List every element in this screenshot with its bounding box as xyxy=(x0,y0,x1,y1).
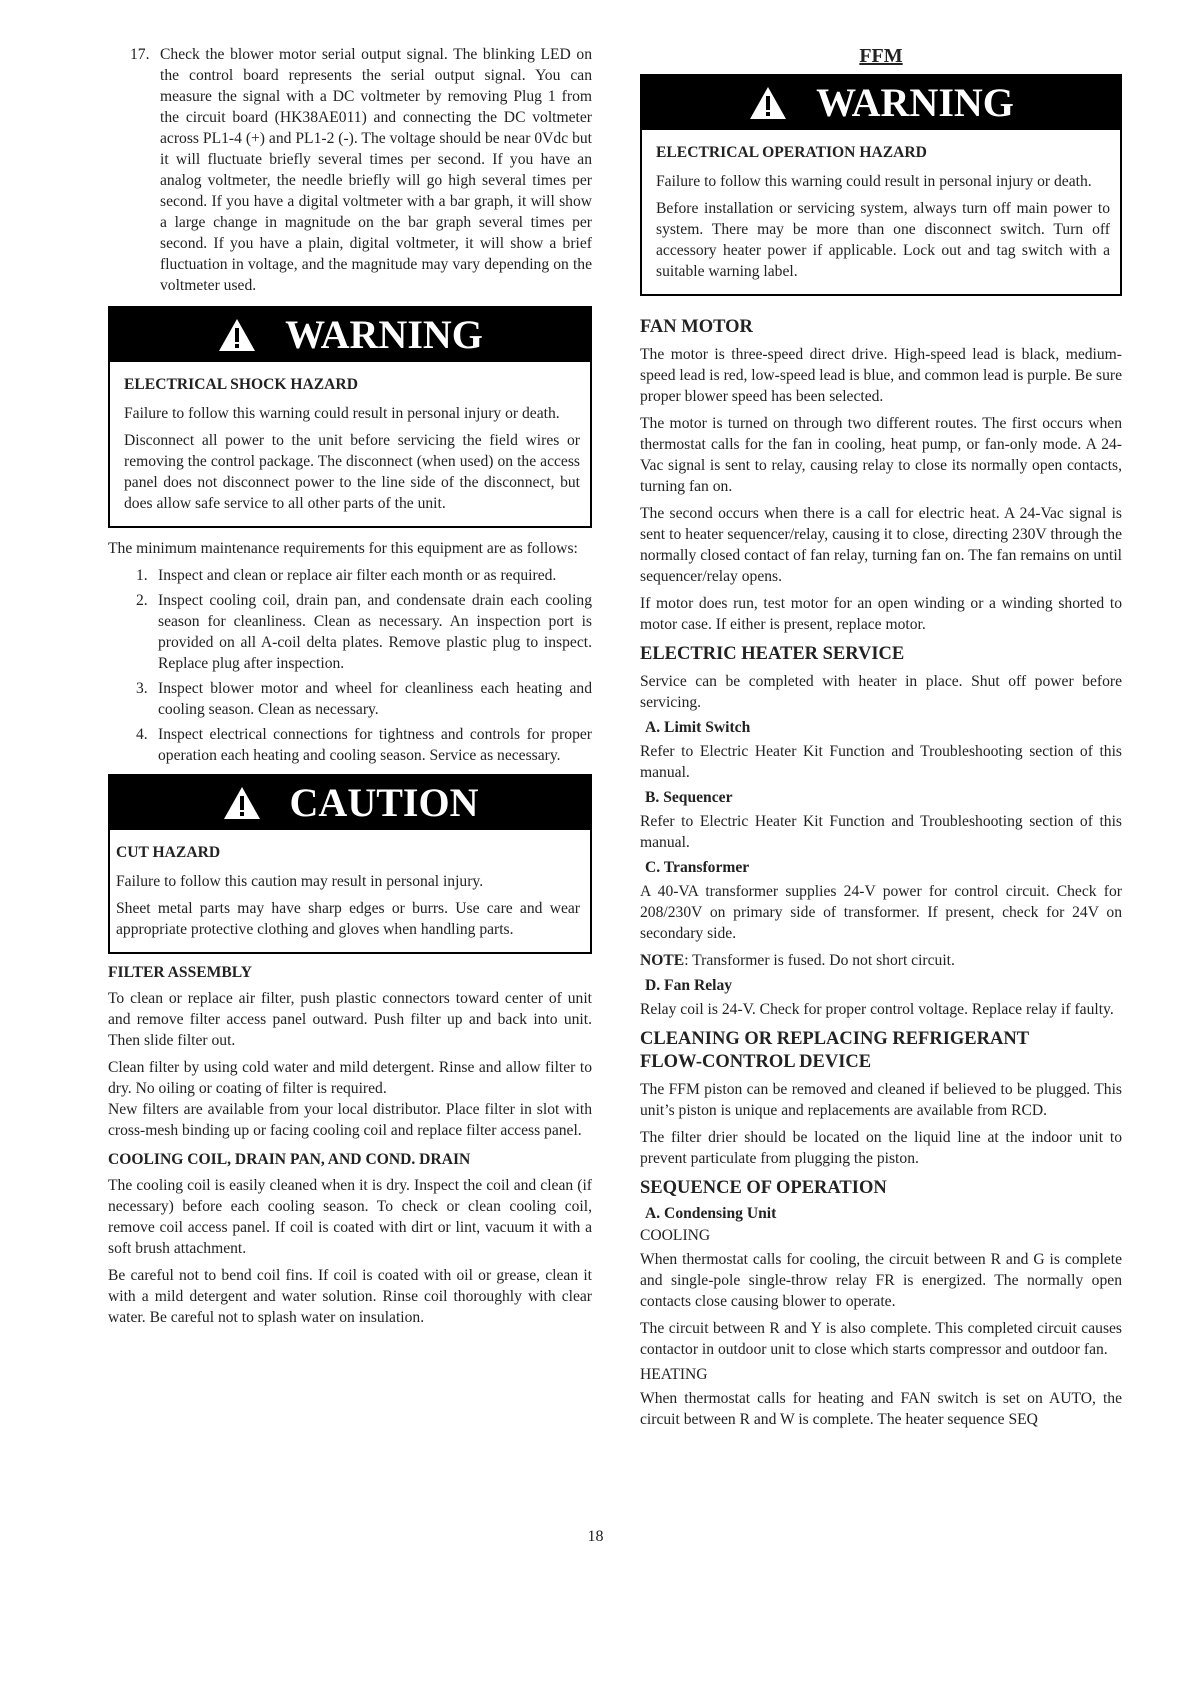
right-column xyxy=(640,44,1122,1436)
section-heading: CLEANING OR REPLACING REFRIGERANT xyxy=(640,1029,1030,1049)
paragraph: When thermostat calls for heating and FAN switch is set on AUTO, the circuit between R and W is complete. The heater sequence SEQ xyxy=(640,1390,1122,1428)
page-number: 18 xyxy=(587,1528,604,1545)
paragraph: The circuit between R and Y is also complete. This completed circuit causes contactor in outdoor unit to close which starts compressor and outdoor fan. xyxy=(640,1320,1122,1358)
list-item xyxy=(108,565,592,586)
warning-text: Before installation or servicing system, always turn off main power to system. There may be more than one disconnect switch. Turn off accessory heater power if applicable. Lock out and tag switch with a suitable warning label. xyxy=(656,200,1110,280)
warning-body xyxy=(642,130,1120,294)
left-column xyxy=(108,44,592,1334)
hazard-title: ELECTRICAL OPERATION HAZARD xyxy=(656,144,927,161)
note-label: NOTE xyxy=(640,952,685,969)
warning-body xyxy=(110,362,590,526)
item-number: 1. xyxy=(136,567,148,584)
paragraph: Refer to Electric Heater Kit Function and Troubleshooting section of this manual. xyxy=(640,813,1122,851)
caution-text: Sheet metal parts may have sharp edges or burrs. Use care and wear appropriate protective clothing and gloves when handling parts. xyxy=(116,900,580,938)
warning-triangle-icon xyxy=(222,785,262,821)
warning-header xyxy=(110,308,590,362)
warning-title: WARNING xyxy=(285,312,483,357)
section-heading: FILTER ASSEMBLY xyxy=(108,964,253,981)
paragraph: When thermostat calls for cooling, the circuit between R and G is complete and single-pole single-throw relay FR is energized. The normally open contacts close causing blower to operate. xyxy=(640,1251,1122,1310)
warning-text: Failure to follow this warning could result in personal injury or death. xyxy=(124,405,560,422)
paragraph: If motor does run, test motor for an open winding or a winding shorted to motor case. If either is present, replace motor. xyxy=(640,595,1122,633)
hazard-title: CUT HAZARD xyxy=(116,844,221,861)
subsection-label: D. Fan Relay xyxy=(645,977,733,994)
paragraph: The filter drier should be located on the liquid line at the indoor unit to prevent particulate from plugging the piston. xyxy=(640,1129,1122,1167)
warning-title: WARNING xyxy=(816,80,1014,125)
paragraph: Refer to Electric Heater Kit Function and Troubleshooting section of this manual. xyxy=(640,743,1122,781)
item-text: Check the blower motor serial output signal. The blinking LED on the control board represents the serial output signal. You can measure the signal with a DC voltmeter by removing Plug 1 from the circuit board (HK38AE011) and connecting the DC voltmeter across PL1-4 (+) and PL1-2 (-). The voltage should be near 0Vdc but it will fluctuate briefly several times per second. If you have an analog voltmeter, the needle briefly will go high several times per second. If you have a digital voltmeter with a bar graph, it will show a large change in magnitude on the bar graph several times per second. If you have a plain, digital voltmeter, it will show a brief fluctuation in voltage, and the magnitude may vary depending on the voltmeter used. xyxy=(160,46,592,294)
paragraph: The motor is turned on through two different routes. The first occurs when thermostat calls for the fan in cooling, heat pump, or fan-only mode. A 24-Vac signal is sent to relay, causing relay to close its normally open contacts, turning fan on. xyxy=(640,415,1122,495)
mode-label: COOLING xyxy=(640,1227,711,1244)
warning-box-operation xyxy=(640,74,1122,296)
paragraph: The cooling coil is easily cleaned when it is dry. Inspect the coil and clean (if necessary) before each cooling season. To check or clean cooling coil, remove coil access panel. If coil is coated with dirt or lint, vacuum it with a soft brush attachment. xyxy=(108,1177,592,1257)
list-item xyxy=(108,724,592,766)
section-heading: FLOW-CONTROL DEVICE xyxy=(640,1052,872,1072)
caution-header xyxy=(110,776,590,830)
paragraph: The FFM piston can be removed and cleaned if believed to be plugged. This unit’s piston is unique and replacements are available from RCD. xyxy=(640,1081,1122,1119)
section-heading: ELECTRIC HEATER SERVICE xyxy=(640,644,905,664)
model-heading: FFM xyxy=(859,45,903,67)
paragraph: The second occurs when there is a call for electric heat. A 24-Vac signal is sent to heater sequencer/relay, causing it to close, directing 230V through the normally closed contact of fan relay, turning fan on. The fan remains on until sequencer/relay opens. xyxy=(640,505,1122,585)
paragraph: A 40-VA transformer supplies 24-V power for control circuit. Check for 208/230V on primary side of transformer. If present, check for 24V on secondary side. xyxy=(640,883,1122,942)
paragraph: Be careful not to bend coil fins. If coil is coated with oil or grease, clean it with a mild detergent and water solution. Rinse coil thoroughly with clear water. Be careful not to splash water on insulation. xyxy=(108,1267,592,1326)
item-number: 2. xyxy=(136,592,148,609)
paragraph: New filters are available from your local distributor. Place filter in slot with cross-mesh binding up or facing cooling coil and replace filter access panel. xyxy=(108,1101,592,1139)
list-item xyxy=(130,44,592,296)
hazard-title: ELECTRICAL SHOCK HAZARD xyxy=(124,376,358,393)
item-text: Inspect blower motor and wheel for cleanliness each heating and cooling season. Clean as necessary. xyxy=(158,680,592,718)
item-text: Inspect electrical connections for tightness and controls for proper operation each heating and cooling season. Service as necessary. xyxy=(158,726,592,764)
paragraph: Service can be completed with heater in place. Shut off power before servicing. xyxy=(640,673,1122,711)
maintenance-intro: The minimum maintenance requirements for this equipment are as follows: xyxy=(108,540,578,557)
caution-box-cut xyxy=(108,774,592,954)
item-number: 17. xyxy=(130,46,150,63)
item-number: 4. xyxy=(136,726,148,743)
note-text: : Transformer is fused. Do not short circuit. xyxy=(684,952,955,969)
paragraph: To clean or replace air filter, push plastic connectors toward center of unit and remove filter access panel outward. Push filter up and back into unit. Then slide filter out. xyxy=(108,990,592,1049)
maintenance-list xyxy=(108,565,592,766)
item-text: Inspect and clean or replace air filter each month or as required. xyxy=(158,567,557,584)
paragraph: The motor is three-speed direct drive. High-speed lead is black, medium-speed lead is red, low-speed lead is blue, and common lead is purple. Be sure proper blower speed has been selected. xyxy=(640,346,1122,405)
caution-title: CAUTION xyxy=(289,780,479,825)
paragraph: Relay coil is 24-V. Check for proper control voltage. Replace relay if faulty. xyxy=(640,1001,1114,1018)
warning-triangle-icon xyxy=(217,317,257,353)
subsection-label: B. Sequencer xyxy=(645,789,733,806)
warning-header xyxy=(642,76,1120,130)
section-heading: FAN MOTOR xyxy=(640,317,753,337)
warning-box-shock xyxy=(108,306,592,528)
caution-text: Failure to follow this caution may result in personal injury. xyxy=(116,873,484,890)
list-item xyxy=(108,590,592,674)
caution-body xyxy=(110,830,590,952)
warning-text: Disconnect all power to the unit before servicing the field wires or removing the control package. The disconnect (when used) on the access panel does not disconnect power to the line side of the disconnect, but does allow safe service to all other parts of the unit. xyxy=(124,432,580,512)
paragraph: Clean filter by using cold water and mild detergent. Rinse and allow filter to dry. No oiling or coating of filter is required. xyxy=(108,1059,592,1097)
note xyxy=(640,950,1122,971)
section-heading: COOLING COIL, DRAIN PAN, AND COND. DRAIN xyxy=(108,1151,471,1168)
subsection-label: A. Limit Switch xyxy=(645,719,751,736)
item-text: Inspect cooling coil, drain pan, and condensate drain each cooling season for cleanliness. Clean as necessary. An inspection port is provided on all A-coil delta plates. Remove plastic plug to inspect. Replace plug after inspection. xyxy=(158,592,592,672)
section-heading: SEQUENCE OF OPERATION xyxy=(640,1178,887,1198)
list-item xyxy=(108,678,592,720)
warning-text: Failure to follow this warning could result in personal injury or death. xyxy=(656,173,1092,190)
item-number: 3. xyxy=(136,680,148,697)
warning-triangle-icon xyxy=(748,85,788,121)
subsection-label: C. Transformer xyxy=(645,859,750,876)
mode-label: HEATING xyxy=(640,1366,708,1383)
subsection-label: A. Condensing Unit xyxy=(645,1205,777,1222)
